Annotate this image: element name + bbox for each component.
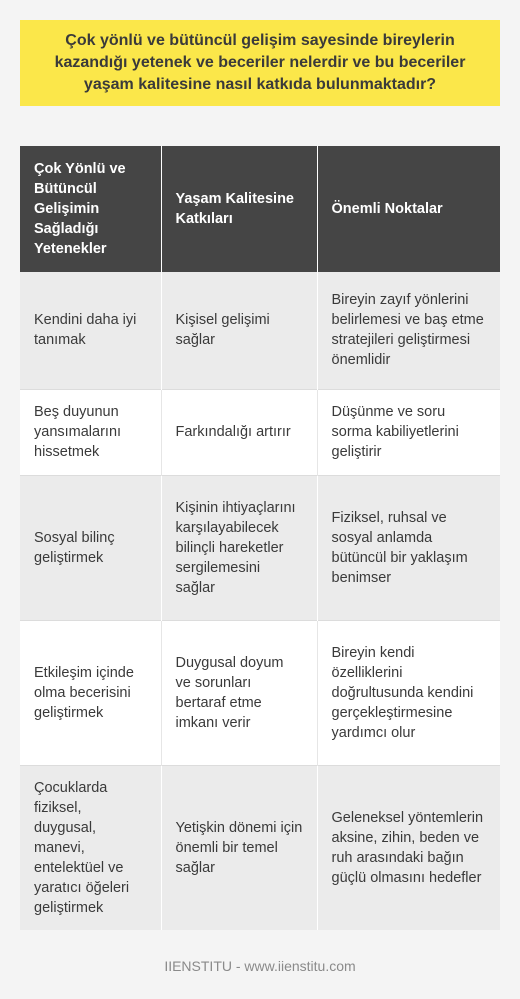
footer-credit: IIENSTITU - www.iienstitu.com xyxy=(164,958,356,974)
table-cell: Bireyin kendi özelliklerini doğrultusunda kendini gerçekleştirmesine yardımcı olur xyxy=(317,620,500,765)
table-cell: Kendini daha iyi tanımak xyxy=(20,272,161,389)
header-abilities: Çok Yönlü ve Bütüncül Gelişimin Sağladığı Yetenekler xyxy=(20,146,161,272)
table-row xyxy=(20,272,500,389)
table-cell: Kişinin ihtiyaçlarını karşılayabilecek bilinçli hareketler sergilemesini sağlar xyxy=(161,475,317,620)
table-row xyxy=(20,620,500,765)
info-table xyxy=(20,146,500,930)
banner-title: Çok yönlü ve bütüncül gelişim sayesinde bireylerin kazandığı yetenek ve beceriler nelerdir ve bu beceriler yaşam kalitesine nasıl katkıda bulunmaktadır? xyxy=(54,32,466,93)
table-header-row xyxy=(20,146,500,272)
table-cell: Duygusal doyum ve sorunları bertaraf etme imkanı verir xyxy=(161,620,317,765)
table-cell: Geleneksel yöntemlerin aksine, zihin, beden ve ruh arasındaki bağın güçlü olmasını hedefler xyxy=(317,765,500,930)
table-cell: Farkındalığı artırır xyxy=(161,389,317,475)
table-row xyxy=(20,475,500,620)
table-cell: Çocuklarda fiziksel, duygusal, manevi, entelektüel ve yaratıcı öğeleri geliştirmek xyxy=(20,765,161,930)
table-cell: Düşünme ve soru sorma kabiliyetlerini geliştirir xyxy=(317,389,500,475)
table-row xyxy=(20,765,500,930)
title-banner xyxy=(20,20,500,106)
table-cell: Fiziksel, ruhsal ve sosyal anlamda bütüncül bir yaklaşım benimser xyxy=(317,475,500,620)
header-contributions: Yaşam Kalitesine Katkıları xyxy=(161,146,317,272)
table-cell: Sosyal bilinç geliştirmek xyxy=(20,475,161,620)
table-cell: Beş duyunun yansımalarını hissetmek xyxy=(20,389,161,475)
table-cell: Yetişkin dönemi için önemli bir temel sağlar xyxy=(161,765,317,930)
header-key-points: Önemli Noktalar xyxy=(317,146,500,272)
table-cell: Kişisel gelişimi sağlar xyxy=(161,272,317,389)
table-cell: Bireyin zayıf yönlerini belirlemesi ve baş etme stratejileri geliştirmesi önemlidir xyxy=(317,272,500,389)
table-cell: Etkileşim içinde olma becerisini geliştirmek xyxy=(20,620,161,765)
table-row xyxy=(20,389,500,475)
